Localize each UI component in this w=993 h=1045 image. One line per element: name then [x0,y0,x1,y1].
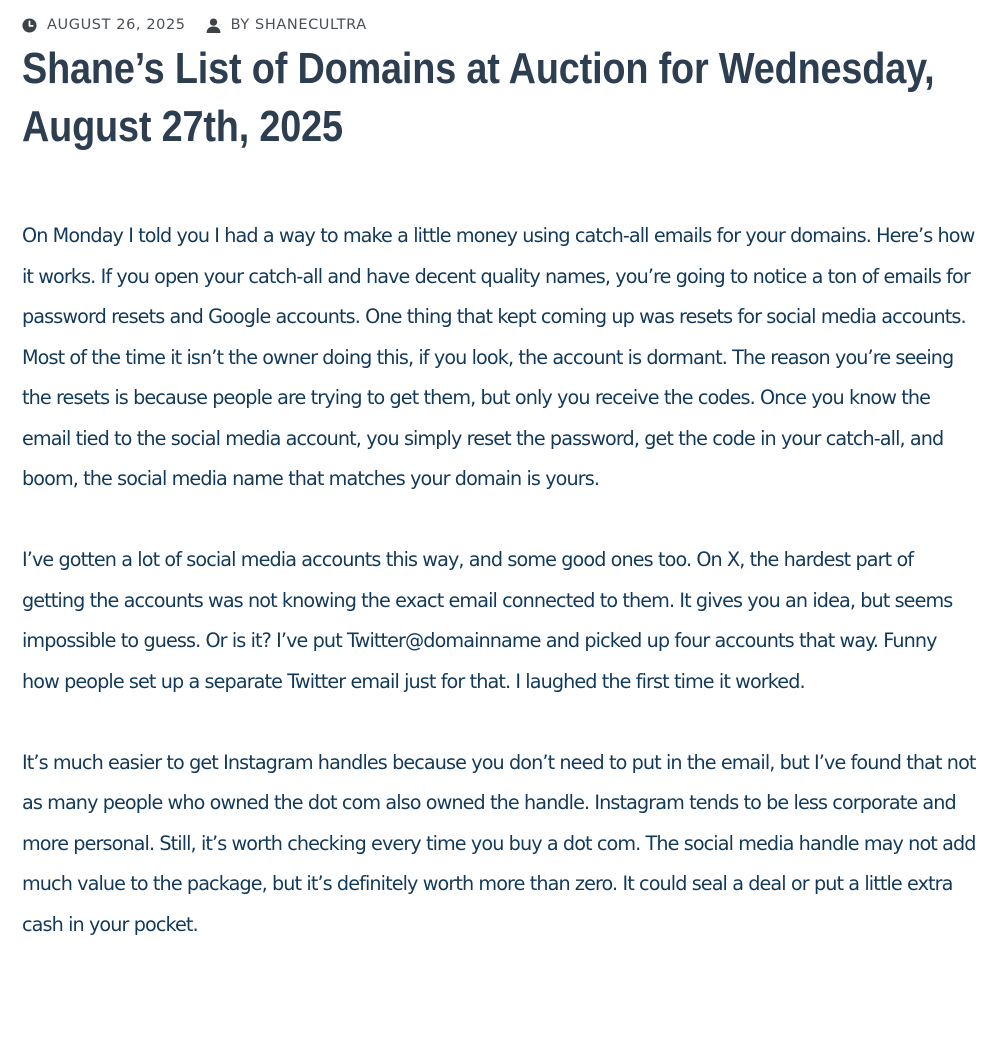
post-author-label[interactable]: BY SHANECULTRA [230,17,367,33]
blog-post [22,14,978,986]
paragraph: On Monday I told you I had a way to make a little money using catch-all emails for your domains. Here’s how it works. If you open your catch-all and have decent quality names, you’re going to notice a ton of emails for password resets and Google accounts. One thing that kept coming up was resets for social media accounts. Most of the time it isn’t the owner doing this, if you look, the account is dormant. The reason you’re seeing the resets is because people are trying to get them, but only you receive the codes. Once you know the email tied to the social media account, you simply reset the password, get the code in your catch-all, and boom, the social media name that matches your domain is yours. [22,224,975,490]
clock-icon [22,18,37,33]
post-date-label[interactable]: AUGUST 26, 2025 [47,17,186,33]
post-meta [22,14,978,36]
paragraph: It’s much easier to get Instagram handles because you don’t need to put in the email, but I’ve found that not as many people who owned the dot com also owned the handle. Instagram tends to be less corporate and more personal. Still, it’s worth checking every time you buy a dot com. The social media handle may not add much value to the package, but it’s definitely worth more than zero. It could seal a deal or put a little extra cash in your pocket. [22,750,976,936]
post-content [22,216,978,945]
user-icon [206,18,221,33]
post-author[interactable] [206,17,367,33]
post-title: Shane’s List of Domains at Auction for Wednesday, August 27th, 2025 [22,44,935,151]
post-date[interactable] [22,17,186,33]
paragraph: I’ve gotten a lot of social media accounts this way, and some good ones too. On X, the hardest part of getting the accounts was not knowing the exact email connected to them. It gives you an idea, but seems impossible to guess. Or is it? I’ve put Twitter@domainname and picked up four accounts that way. Funny how people set up a separate Twitter email just for that. I laughed the first time it worked. [22,548,953,693]
